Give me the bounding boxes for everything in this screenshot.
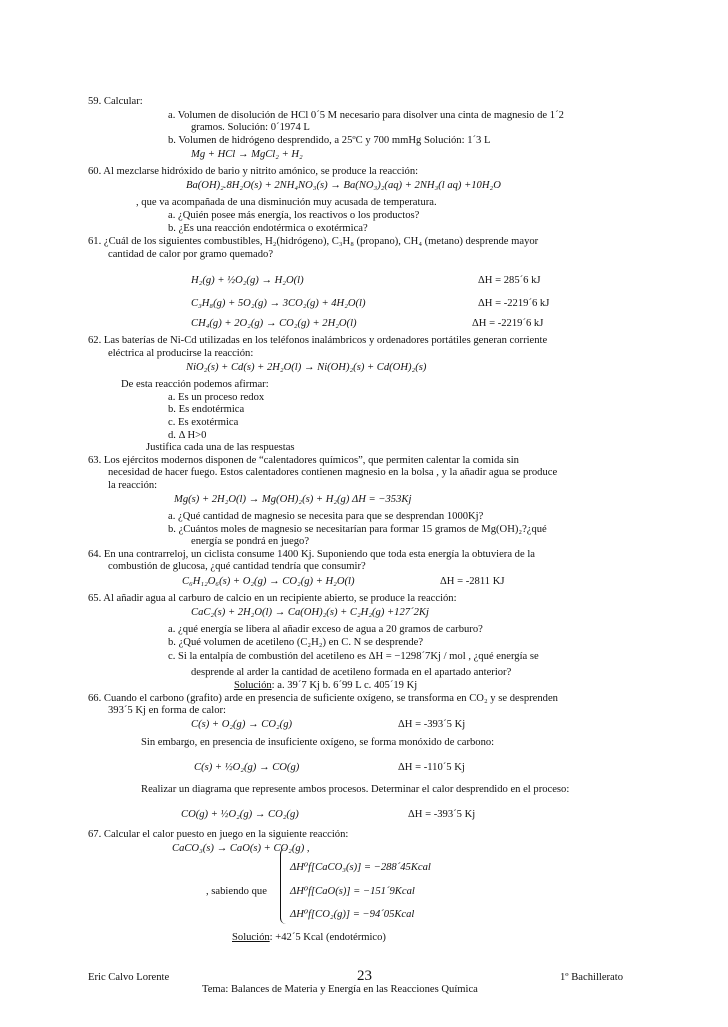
item-65c-cont: desprende al arder la cantidad de acetileno formada en el apartado anterior? [191, 667, 512, 678]
equation-66a: C(s) + O₂(g) → CO₂(g) [191, 719, 293, 730]
equation-66b: C(s) + ½O₂(g) → CO(g) [194, 762, 300, 773]
problem-66-header: 66. Cuando el carbono (grafito) arde en presencia de suficiente oxígeno, se transforma en CO₂ y se desprenden [88, 693, 558, 704]
item-60a: a. ¿Quién posee más energía, los reactivos o los productos? [168, 210, 420, 221]
item-59a: a. Volumen de disolución de HCl 0´5 M necesario para disolver una cinta de magnesio de 1´2 [168, 110, 564, 121]
problem-62-prompt: De esta reacción podemos afirmar: [121, 379, 269, 390]
problem-61-cont: cantidad de calor por gramo quemado? [108, 249, 274, 260]
enthalpy-61c: ΔH = -2219´6 kJ [472, 318, 544, 329]
solution-label: Solución [232, 932, 270, 943]
equation-64: C₆H₁₂O₆(s) + O₂(g) → CO₂(g) + H₂O(l) [182, 576, 355, 587]
item-62c: c. Es exotérmica [168, 417, 239, 428]
item-63b-cont: energía se pondrá en juego? [191, 536, 310, 547]
problem-66-text1: Sin embargo, en presencia de insuficiente oxígeno, se forma monóxido de carbono: [141, 737, 495, 748]
problem-59-header: 59. Calcular: [88, 96, 143, 107]
problem-63-header: 63. Los ejércitos modernos disponen de “calentadores químicos”, que permiten calentar la comida sin [88, 455, 519, 466]
problem-62-header: 62. Las baterías de Ni-Cd utilizadas en los teléfonos inalámbricos y ordenadores portátiles generan corriente [88, 335, 548, 346]
item-62a: a. Es un proceso redox [168, 392, 265, 403]
equation-61b: C₃H₈(g) + 5O₂(g) → 3CO₂(g) + 4H₂O(l) [191, 298, 366, 309]
footer-topic: Tema: Balances de Materia y Energía en las Reacciones Química [202, 984, 478, 995]
problem-61-header: 61. ¿Cuál de los siguientes combustibles, H₂(hidrógeno), C₃H₈ (propano), CH₄ (metano) desprende mayor [88, 236, 539, 247]
item-65b: b. ¿Qué volumen de acetileno (C₂H₂) en C. N se desprende? [168, 637, 424, 648]
equation-61a: H₂(g) + ½O₂(g) → H₂O(l) [191, 275, 304, 286]
enthalpy-66b: ΔH = -110´5 Kj [398, 762, 465, 773]
knowing-that-label: , sabiendo que [206, 886, 267, 897]
problem-63-cont2: la reacción: [108, 480, 158, 491]
item-63b: b. ¿Cuántos moles de magnesio se necesitarían para formar 15 gramos de Mg(OH)₂?¿qué [168, 524, 547, 535]
footer-author: Eric Calvo Lorente [88, 972, 170, 983]
equation-60: Ba(OH)₂.8H₂O(s) + 2NH₄NO₃(s) → Ba(NO₃)₂(aq) + 2NH₃(l aq) +10H₂O [186, 180, 501, 191]
equation-59: Mg + HCl → MgCl₂ + H₂ [191, 149, 303, 160]
problem-64-cont: combustión de glucosa, ¿qué cantidad tendría que consumir? [108, 561, 366, 572]
enthalpy-66a: ΔH = -393´5 Kj [398, 719, 466, 730]
problem-63-cont1: necesidad de hacer fuego. Estos calentadores contienen magnesio en la bolsa , y la añadir agua se produce [108, 467, 558, 478]
problem-64-header: 64. En una contrarreloj, un ciclista consume 1400 Kj. Suponiendo que toda esta energía la obtuviera de la [88, 549, 535, 560]
solution-label: Solución [234, 680, 272, 691]
enthalpy-61a: ΔH = 285´6 kJ [478, 275, 541, 286]
enthalpy-61b: ΔH = -2219´6 kJ [478, 298, 550, 309]
solution-65 [234, 680, 417, 692]
item-59b: b. Volumen de hidrógeno desprendido, a 25ºC y 700 mmHg Solución: 1´3 L [168, 135, 491, 146]
item-62d: d. Δ H>0 [168, 430, 207, 441]
equation-65: CaC₂(s) + 2H₂O(l) → Ca(OH)₂(s) + C₂H₂(g) +127´2Kj [191, 607, 429, 618]
enthalpy-66c: ΔH = -393´5 Kj [408, 809, 476, 820]
item-60b: b. ¿Es una reacción endotérmica o exotérmica? [168, 223, 368, 234]
equation-66c: CO(g) + ½O₂(g) → CO₂(g) [181, 809, 299, 820]
item-59a-cont: gramos. Solución: 0´1974 L [191, 122, 310, 133]
item-65a: a. ¿qué energía se libera al añadir exceso de agua a 20 gramos de carburo? [168, 624, 483, 635]
item-62b: b. Es endotérmica [168, 404, 245, 415]
equation-67: CaCO₃(s) → CaO(s) + CO₂(g) , [172, 843, 310, 854]
problem-66-cont: 393´5 Kj en forma de calor: [108, 705, 226, 716]
item-63a: a. ¿Qué cantidad de magnesio se necesita para que se desprendan 1000Kj? [168, 511, 484, 522]
equation-61c: CH₄(g) + 2O₂(g) → CO₂(g) + 2H₂O(l) [191, 318, 357, 329]
problem-60-text: , que va acompañada de una disminución muy acusada de temperatura. [136, 197, 437, 208]
solution-67-values: : +42´5 Kcal (endotérmico) [269, 932, 386, 943]
solution-67 [232, 932, 386, 944]
problem-62-justify: Justifica cada una de las respuestas [146, 442, 295, 453]
problem-65-header: 65. Al añadir agua al carburo de calcio en un recipiente abierto, se produce la reacción: [88, 593, 457, 604]
problem-67-header: 67. Calcular el calor puesto en juego en la siguiente reacción: [88, 829, 349, 840]
formation-enthalpy-caco3: ΔH⁰f[CaCO₃(s)] = −288´45Kcal [290, 862, 431, 873]
page-number: 23 [357, 968, 372, 984]
equation-63: Mg(s) + 2H₂O(l) → Mg(OH)₂(s) + H₂(g) ΔH = −353Kj [174, 494, 412, 505]
enthalpy-64: ΔH = -2811 KJ [440, 576, 505, 587]
item-65c: c. Si la entalpía de combustión del acetileno es ΔH = −1298´7Kj / mol , ¿qué energía se [168, 651, 539, 662]
problem-66-text2: Realizar un diagrama que represente ambos procesos. Determinar el calor desprendido en el proceso: [141, 784, 570, 795]
problem-60-header: 60. Al mezclarse hidróxido de bario y nitrito amónico, se produce la reacción: [88, 166, 419, 177]
formation-enthalpy-co2: ΔH⁰f[CO₂(g)] = −94´05Kcal [290, 909, 415, 920]
footer-course: 1º Bachillerato [560, 972, 623, 983]
problem-62-cont: eléctrica al producirse la reacción: [108, 348, 254, 359]
formation-enthalpy-cao: ΔH⁰f[CaO(s)] = −151´9Kcal [290, 886, 415, 897]
equation-62: NiO₂(s) + Cd(s) + 2H₂O(l) → Ni(OH)₂(s) + Cd(OH)₂(s) [186, 362, 427, 373]
solution-65-values: : a. 39´7 Kj b. 6´99 L c. 405´19 Kj [271, 680, 418, 691]
